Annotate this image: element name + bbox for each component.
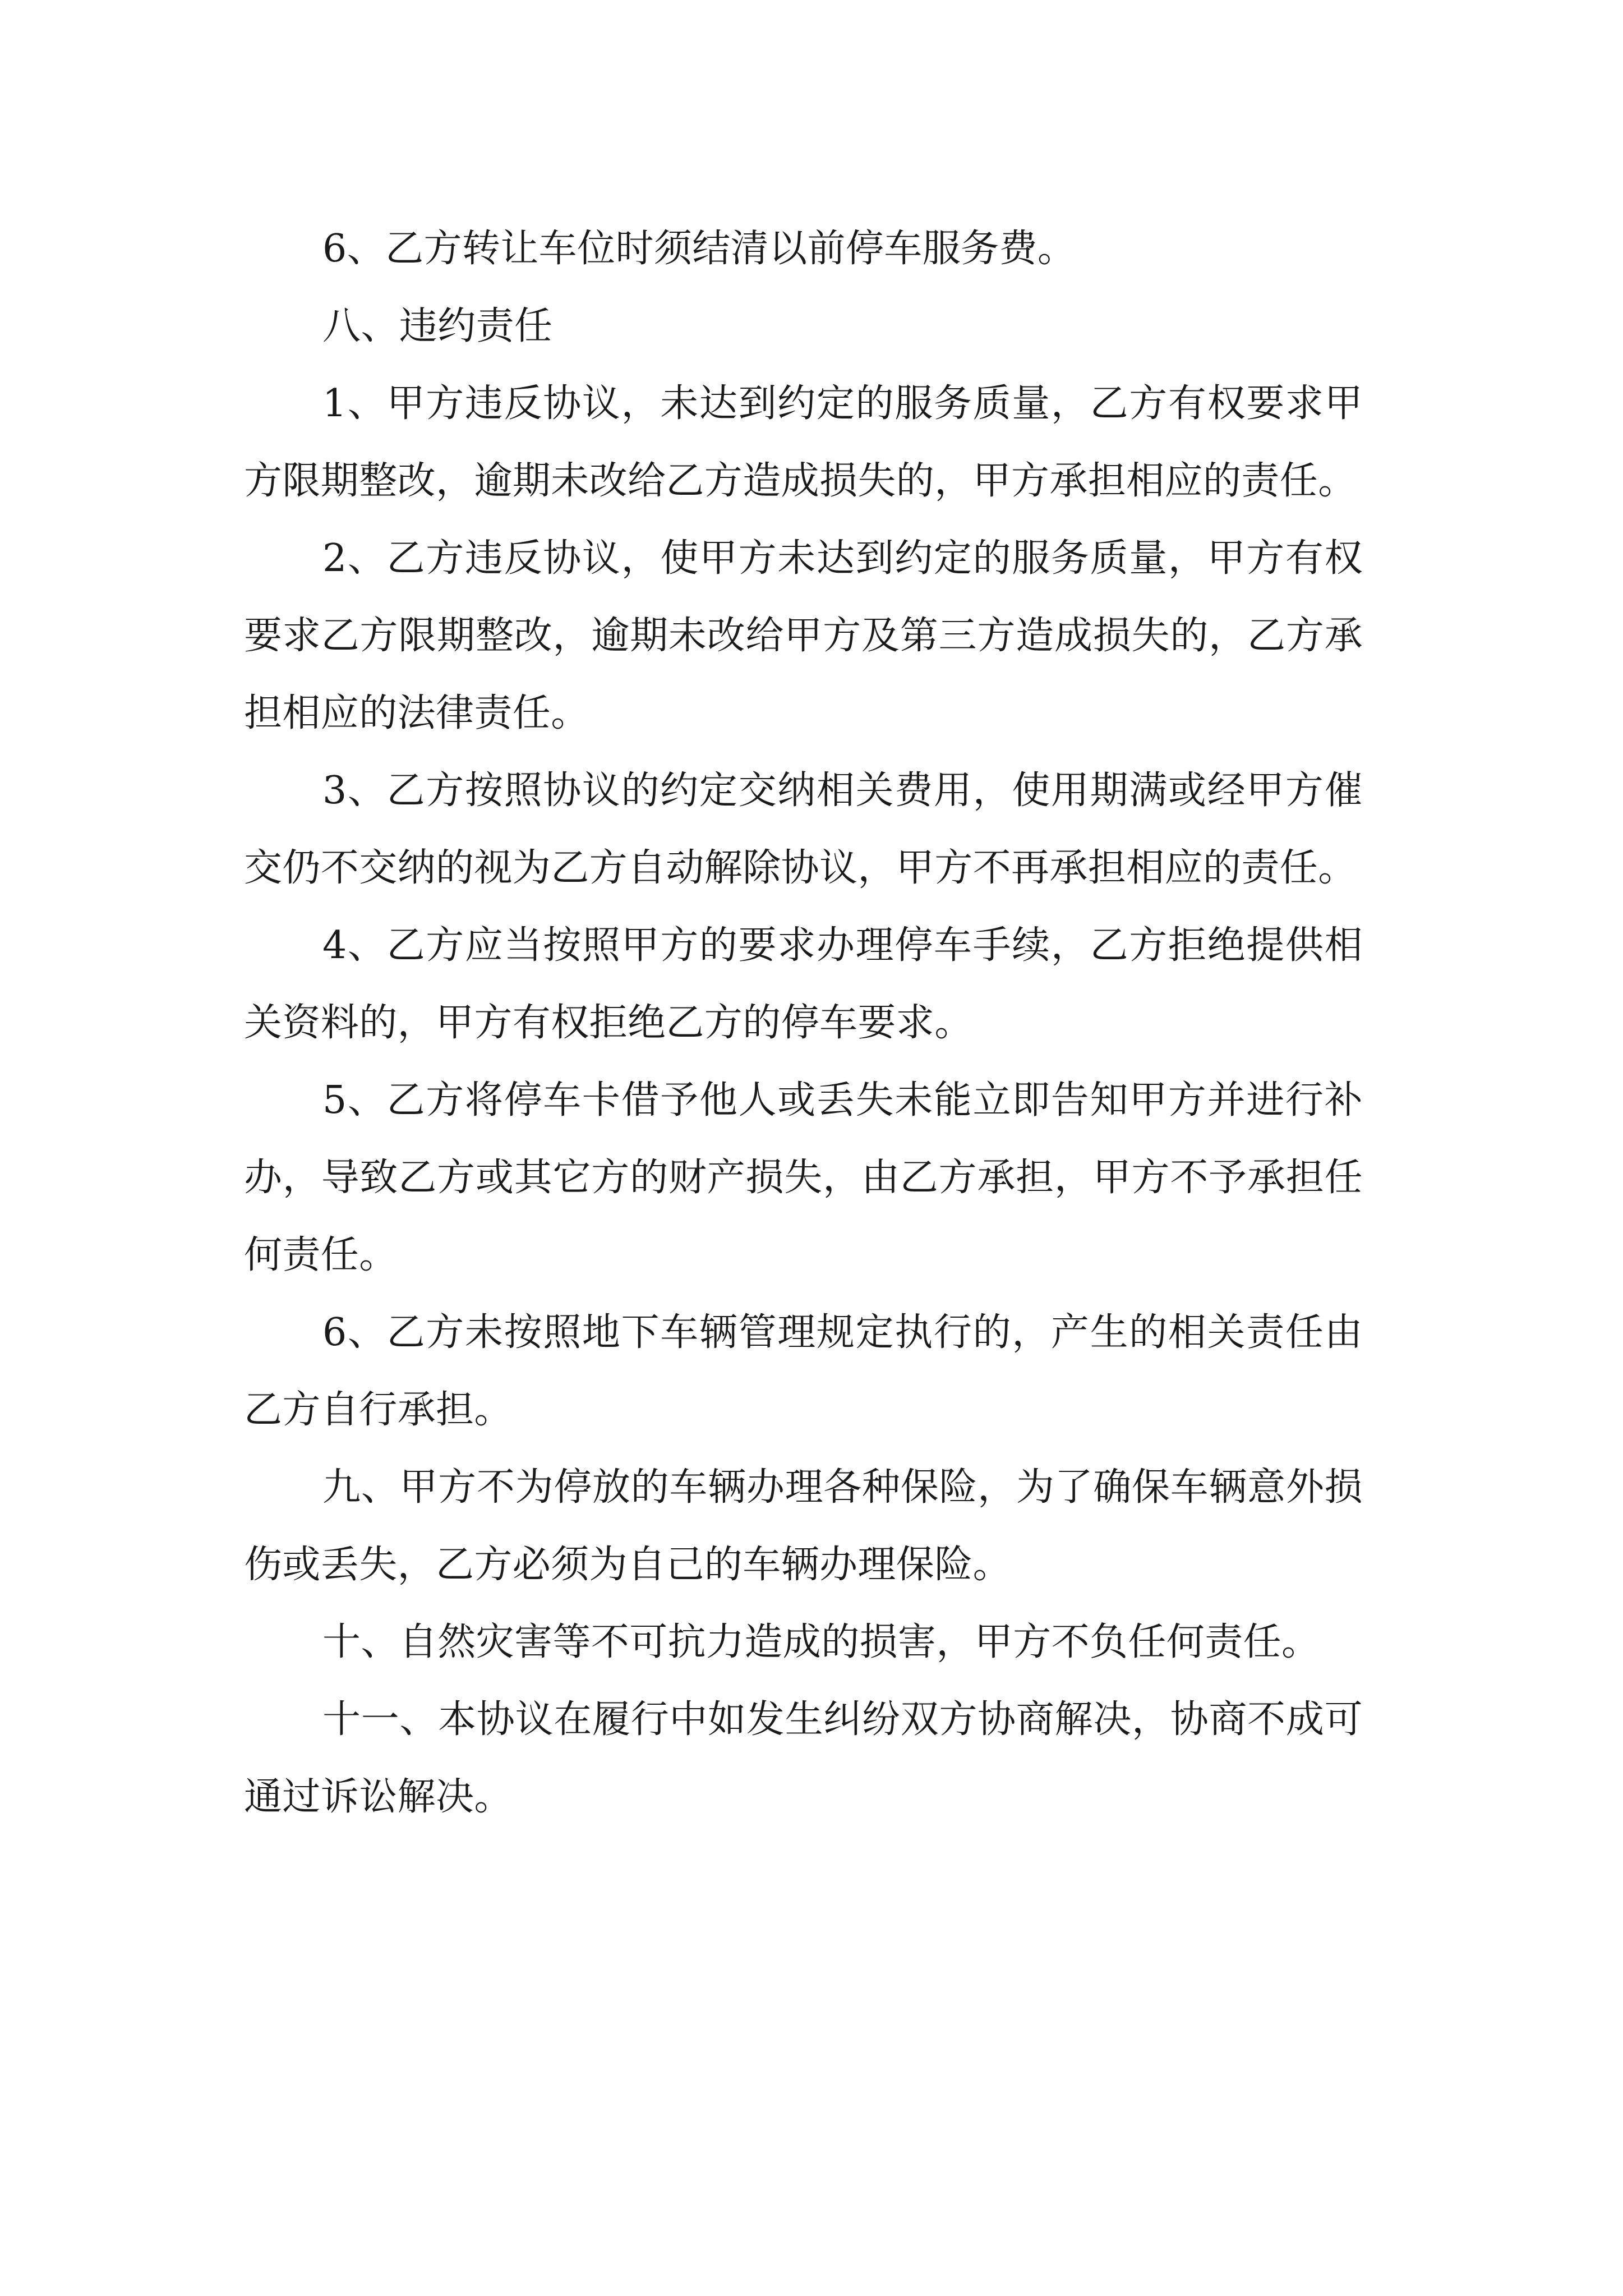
document-body (244, 210, 1363, 1836)
clause-8-4-paragraph: 4、乙方应当按照甲方的要求办理停车手续，乙方拒绝提供相关资料的，甲方有权拒绝乙方的停车要求。 (244, 923, 1363, 1045)
section-11-paragraph: 十一、本协议在履行中如发生纠纷双方协商解决，协商不成可通过诉讼解决。 (244, 1697, 1363, 1819)
clause-8-5-paragraph: 5、乙方将停车卡借予他人或丢失未能立即告知甲方并进行补办，导致乙方或其它方的财产损失，由乙方承担，甲方不予承担任何责任。 (244, 1078, 1363, 1277)
clause-8-6-paragraph: 6、乙方未按照地下车辆管理规定执行的，产生的相关责任由乙方自行承担。 (244, 1310, 1363, 1432)
clause-7-6-paragraph: 6、乙方转让车位时须结清以前停车服务费。 (322, 227, 1076, 271)
clause-8-1-paragraph: 1、甲方违反协议，未达到约定的服务质量，乙方有权要求甲方限期整改，逾期未改给乙方造成损失的，甲方承担相应的责任。 (244, 381, 1363, 503)
section-8-heading: 八、违约责任 (322, 304, 553, 348)
clause-8-2-paragraph: 2、乙方违反协议，使甲方未达到约定的服务质量，甲方有权要求乙方限期整改，逾期未改给甲方及第三方造成损失的，乙方承担相应的法律责任。 (244, 536, 1363, 735)
section-10-paragraph: 十、自然灾害等不可抗力造成的损害，甲方不负任何责任。 (322, 1620, 1320, 1664)
section-9-paragraph: 九、甲方不为停放的车辆办理各种保险，为了确保车辆意外损伤或丢失，乙方必须为自己的车辆办理保险。 (244, 1465, 1363, 1587)
clause-8-3-paragraph: 3、乙方按照协议的约定交纳相关费用，使用期满或经甲方催交仍不交纳的视为乙方自动解除协议，甲方不再承担相应的责任。 (244, 769, 1363, 890)
